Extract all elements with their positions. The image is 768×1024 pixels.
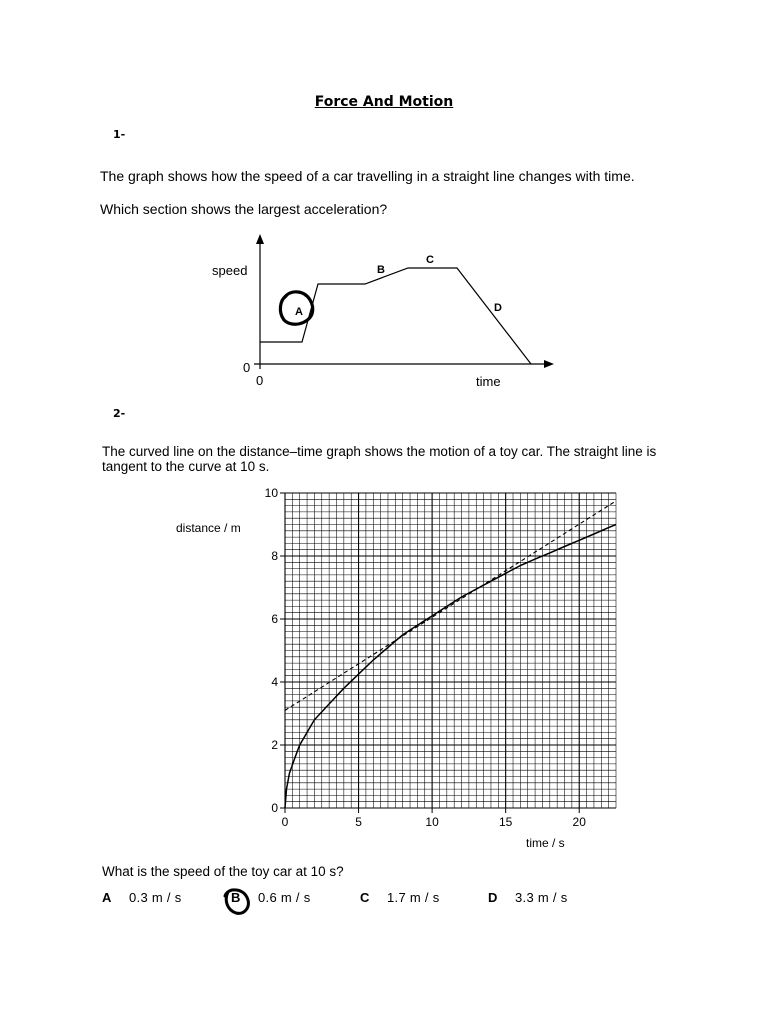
y-tick-label: 4 [271, 675, 278, 689]
option-c-value: 1.7 m / s [387, 890, 440, 905]
option-b-letter: B [231, 890, 241, 905]
q1-x-origin: 0 [256, 373, 264, 388]
q1-y-label: speed [212, 263, 248, 278]
x-tick-label: 0 [281, 815, 289, 829]
q1-section-b: B [377, 264, 385, 276]
q1-x-label: time [476, 374, 501, 389]
q1-section-c: C [426, 254, 434, 266]
x-tick-label: 10 [425, 815, 439, 829]
chart-grid [285, 493, 616, 808]
question-2-text-line-1: The curved line on the distance–time graph shows the motion of a toy car. The straight line is [102, 444, 657, 459]
y-tick-label: 10 [264, 486, 278, 500]
chart-ticks [265, 486, 587, 829]
page-title: Force And Motion [314, 94, 454, 110]
chart-y-label: distance / m [176, 521, 241, 535]
question-2-text-line-2: tangent to the curve at 10 s. [102, 459, 270, 474]
question-2-prompt: What is the speed of the toy car at 10 s? [102, 864, 344, 879]
option-c-letter: C [360, 890, 370, 905]
q1-section-d: D [494, 302, 502, 314]
distance-curve [285, 525, 616, 809]
chart-x-label: time / s [526, 836, 565, 850]
option-b-value: 0.6 m / s [258, 890, 311, 905]
y-tick-label: 6 [271, 612, 278, 626]
question-1-number: 1- [113, 128, 126, 141]
option-d-value: 3.3 m / s [515, 890, 568, 905]
tangent-line [285, 501, 616, 711]
x-tick-label: 15 [498, 815, 513, 829]
question-1-prompt: Which section shows the largest acceleration? [100, 201, 388, 217]
question-1-text: The graph shows how the speed of a car travelling in a straight line changes with time. [100, 168, 635, 184]
y-tick-label: 2 [271, 738, 278, 752]
y-tick-label: 8 [271, 549, 278, 563]
question-2-number: 2- [113, 407, 126, 420]
q1-y-origin: 0 [243, 360, 251, 375]
x-tick-label: 5 [355, 815, 362, 829]
option-a-value: 0.3 m / s [129, 890, 182, 905]
x-tick-label: 20 [572, 815, 586, 829]
q1-section-a: A [295, 306, 303, 318]
y-tick-label: 0 [271, 801, 278, 815]
option-d-letter: D [488, 890, 498, 905]
chart-series [285, 501, 616, 808]
option-a-letter: A [102, 890, 112, 905]
